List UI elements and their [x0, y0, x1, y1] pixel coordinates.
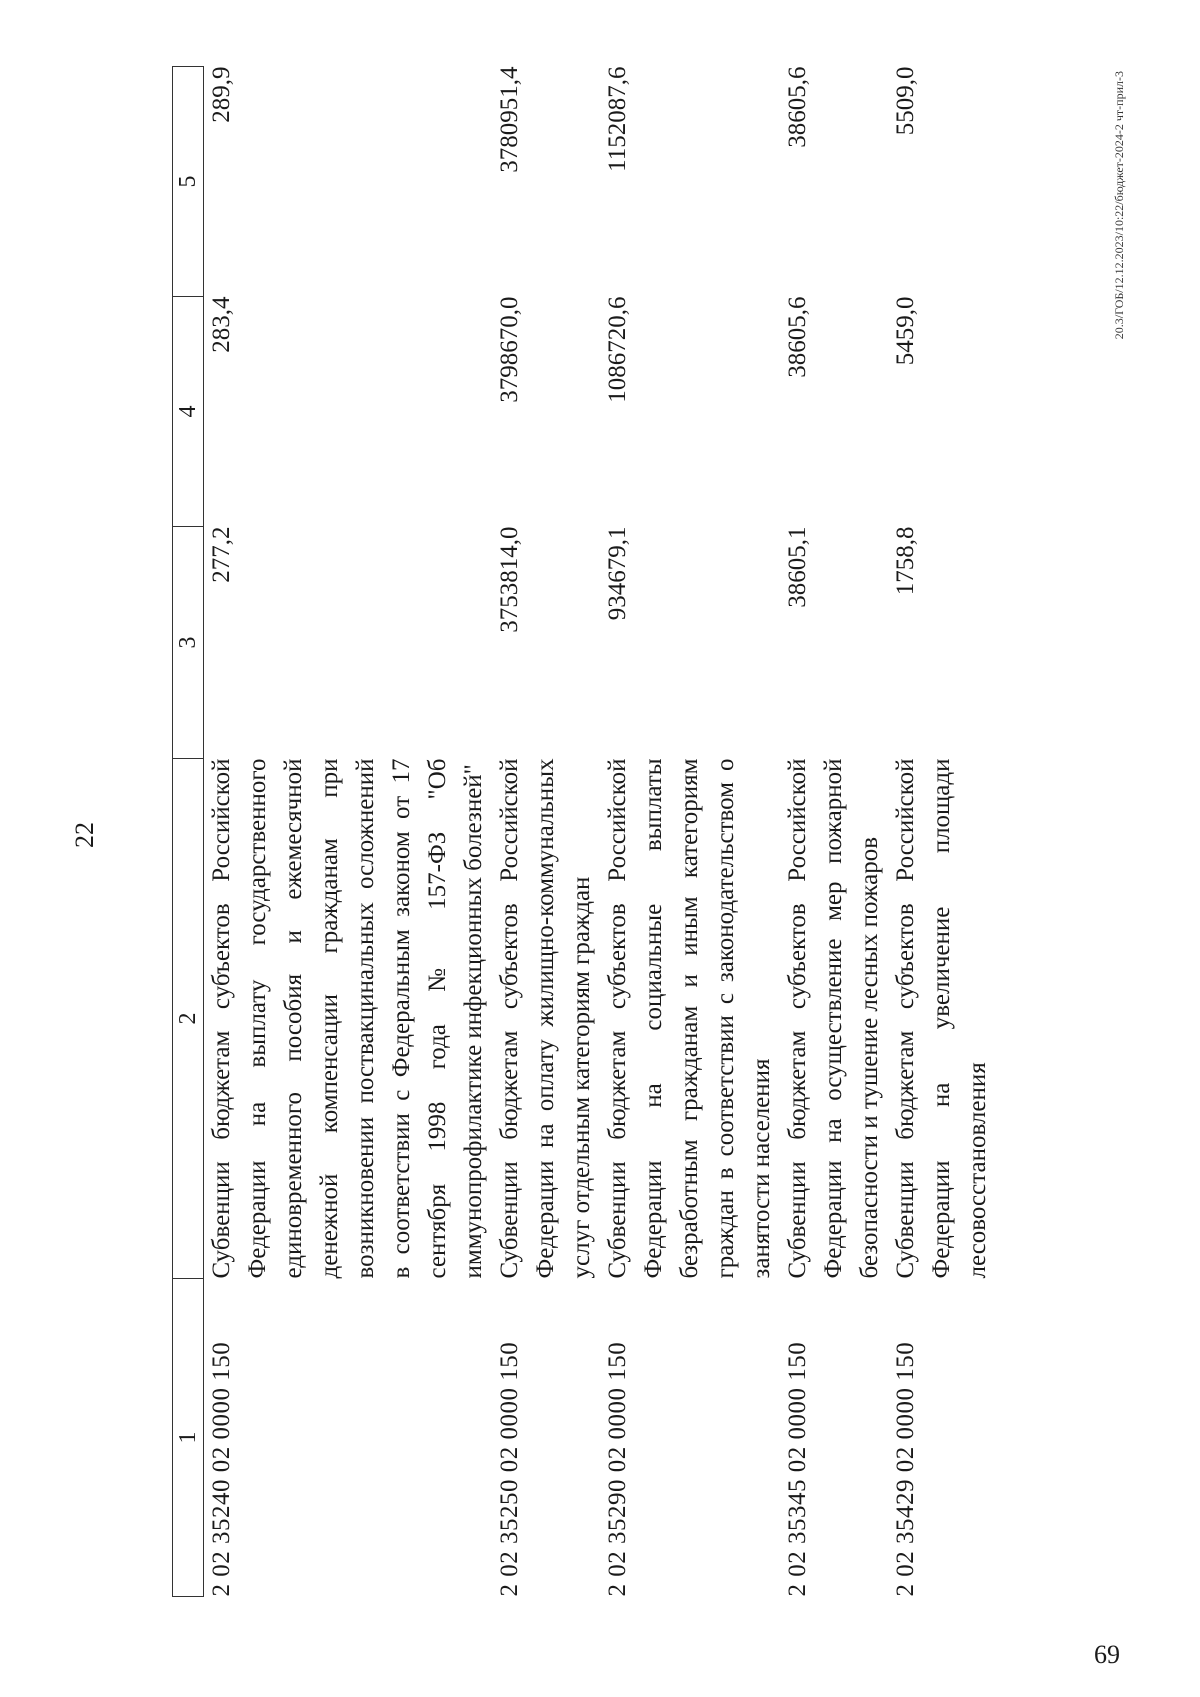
row-value-col5: 1152087,6: [604, 66, 631, 172]
table-row: [888, 67, 996, 1597]
row-value-col5: 38605,6: [784, 66, 811, 148]
row-description: Субвенции бюджетам субъектов Российской Федерации на социальные выплаты безработным гражданам и иным категориям граждан в соответствии с законодательством о занятости населения: [604, 758, 775, 1279]
table-row: [204, 67, 493, 1597]
page-number: 22: [70, 822, 99, 848]
row-code: 2 02 35429 02 0000 150: [892, 1341, 919, 1597]
header-col-4: 4: [173, 297, 204, 527]
row-value-col3: 38605,1: [784, 526, 811, 608]
row-value-col4: 3798670,0: [496, 296, 523, 403]
header-col-3: 3: [173, 527, 204, 759]
row-description: Субвенции бюджетам субъектов Российской Федерации на оплату жилищно-коммунальных услуг отдельным категориям граждан: [496, 758, 595, 1279]
row-code: 2 02 35290 02 0000 150: [604, 1341, 631, 1597]
row-code: 2 02 35250 02 0000 150: [496, 1341, 523, 1597]
row-value-col3: 934679,1: [604, 526, 631, 621]
rotated-page: [10, 35, 1150, 1635]
row-description: Субвенции бюджетам субъектов Российской Федерации на выплату государственного единовременного пособия и ежемесячной денежной компенсации гражданам при возникновении поствакцинальных осложнений в соответствии с Федеральным законом от 17 сентября 1998 года № 157-ФЗ "Об иммунопрофилактике инфекционных болезней": [208, 758, 487, 1279]
row-value-col3: 3753814,0: [496, 526, 523, 633]
row-value-col5: 5509,0: [892, 66, 919, 136]
row-value-col4: 1086720,6: [604, 296, 631, 403]
row-value-col4: 5459,0: [892, 296, 919, 366]
header-col-1: 1: [173, 1279, 204, 1597]
row-description: Субвенции бюджетам субъектов Российской Федерации на осуществление мер пожарной безопасности и тушение лесных пожаров: [784, 758, 883, 1279]
budget-table: [172, 66, 996, 1597]
table-row: [492, 67, 600, 1597]
row-code: 2 02 35345 02 0000 150: [784, 1341, 811, 1597]
sheet-number: 69: [1094, 1640, 1120, 1669]
row-value-col3: 277,2: [208, 526, 235, 583]
row-value-col5: 3780951,4: [496, 66, 523, 173]
row-description: Субвенции бюджетам субъектов Российской Федерации на увеличение площади лесовосстановления: [892, 758, 991, 1279]
table-row: [780, 67, 888, 1597]
row-code: 2 02 35240 02 0000 150: [208, 1341, 235, 1597]
header-col-5: 5: [173, 67, 204, 297]
row-value-col4: 38605,6: [784, 296, 811, 378]
row-value-col3: 1758,8: [892, 526, 919, 596]
row-value-col5: 289,9: [208, 66, 235, 123]
header-col-2: 2: [173, 759, 204, 1279]
row-value-col4: 283,4: [208, 296, 235, 353]
table-row: [600, 67, 780, 1597]
table-header-row: [173, 67, 204, 1597]
footer-document-code: 20.3/ГОБ/12.12.2023/10:22/бюджет-2024-2 чт-прил-3: [1112, 71, 1126, 340]
